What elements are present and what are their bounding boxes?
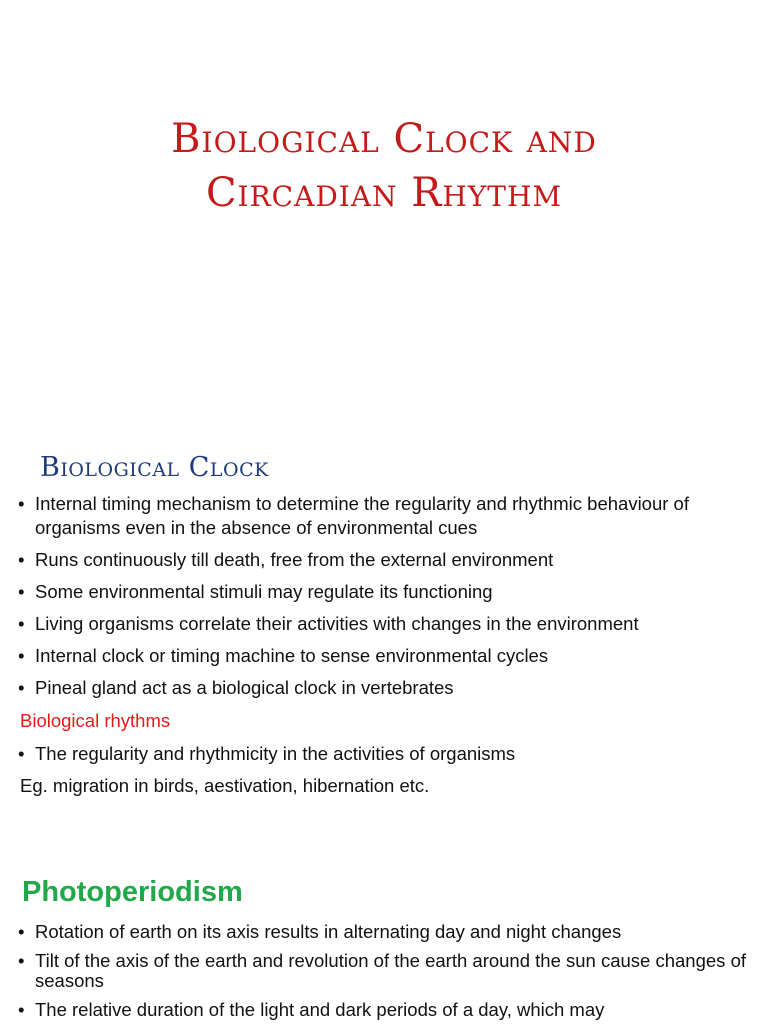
bullet-text: The relative duration of the light and dark periods of a day, which may [35,999,605,1020]
main-title-line-2: Circadian Rhythm [205,170,563,216]
bullet-item [18,492,758,540]
bullet-text: Rotation of earth on its axis results in alternating day and night changes [35,921,622,942]
bullet-glyph: • [18,613,25,634]
bullet-item [18,922,758,942]
bullet-glyph: • [18,921,25,942]
bullet-text: The regularity and rhythmicity in the activities of organisms [35,743,516,764]
bullet-glyph: • [18,950,25,971]
bullet-item [18,548,758,572]
bullet-list [18,492,758,708]
bullet-list [18,922,758,1029]
bullet-item [18,1000,758,1020]
bullet-glyph: • [18,549,25,570]
bullet-text: Some environmental stimuli may regulate its functioning [35,581,493,602]
bullet-item [18,951,758,991]
bullet-glyph: • [18,645,25,666]
bullet-item [18,580,758,604]
slide-title [0,0,768,420]
main-title-line-1: Biological Clock and [171,116,597,162]
bullet-glyph: • [18,743,25,764]
bullet-glyph: • [18,677,25,698]
bullet-glyph: • [18,999,25,1020]
bullet-item [18,612,758,636]
slide-biological-clock [0,420,768,860]
bullet-text: Living organisms correlate their activities with changes in the environment [35,613,639,634]
bullet-text: Internal clock or timing machine to sense environmental cycles [35,645,549,666]
subheading-biological-rhythms: Biological rhythms [20,710,171,731]
bullet-glyph: • [18,493,25,514]
bullet-text: Runs continuously till death, free from the external environment [35,549,554,570]
bullet-text: Pineal gland act as a biological clock in vertebrates [35,677,454,698]
section-heading: Photoperiodism [22,876,243,908]
example-text: Eg. migration in birds, aestivation, hibernation etc. [20,775,430,796]
rhythm-bullet [18,742,515,766]
bullet-glyph: • [18,581,25,602]
section-heading: Biological Clock [40,452,269,483]
bullet-text: Internal timing mechanism to determine the regularity and rhythmic behaviour of organisms even in the absence of environmental cues [35,493,689,538]
bullet-item [18,676,758,700]
bullet-item [18,644,758,668]
main-title [0,112,768,220]
slide-photoperiodism [0,860,768,1024]
bullet-text: Tilt of the axis of the earth and revolution of the earth around the sun cause changes of seasons [35,950,746,991]
